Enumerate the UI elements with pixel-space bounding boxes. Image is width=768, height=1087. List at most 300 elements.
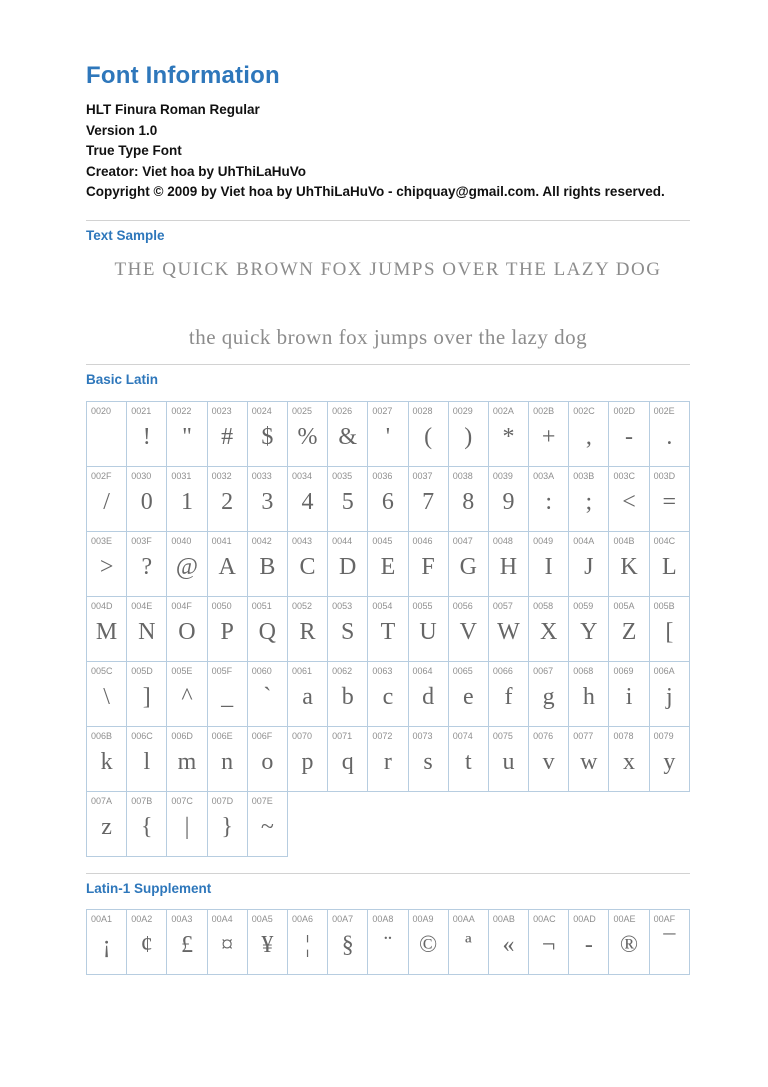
glyph-char: m: [177, 748, 197, 775]
glyph-char: $: [261, 423, 274, 450]
glyph-code-label: 006B: [91, 730, 113, 741]
glyph-char: ¨: [383, 931, 392, 958]
glyph-char: |: [184, 813, 190, 840]
glyph-code-label: 00AD: [573, 913, 596, 924]
glyph-code-label: 002C: [573, 405, 595, 416]
glyph-cell-0062: [328, 661, 368, 726]
glyph-cell-0023: [207, 401, 247, 466]
glyph-code-label: 0031: [171, 470, 192, 481]
glyph-cell-00AE: [609, 909, 649, 974]
glyph-code-label: 00AB: [492, 913, 515, 924]
glyph-char: ^: [181, 683, 193, 710]
glyph-cell-003E: [87, 531, 127, 596]
glyph-char: «: [502, 931, 515, 958]
glyph-char: =: [662, 488, 677, 515]
glyph-cell-0070: [287, 726, 327, 791]
glyph-char: ?: [141, 553, 153, 580]
glyph-code-label: 007D: [211, 795, 234, 806]
glyph-code-label: 0066: [492, 665, 513, 676]
glyph-code-label: 007E: [251, 795, 273, 806]
glyph-char: :: [545, 488, 552, 515]
glyph-cell-002B: [529, 401, 569, 466]
glyph-code-label: 006A: [653, 665, 675, 676]
glyph-cell-004A: [569, 531, 609, 596]
glyph-char: M: [95, 618, 118, 645]
glyph-cell-00AB: [488, 909, 528, 974]
glyph-code-label: 0043: [291, 535, 312, 546]
glyph-char: ¢: [140, 931, 153, 958]
glyph-cell-0028: [408, 401, 448, 466]
glyph-code-label: 004B: [613, 535, 635, 546]
glyph-cell-0065: [448, 661, 488, 726]
glyph-cell-002E: [649, 401, 689, 466]
glyph-char: 6: [381, 488, 394, 515]
glyph-code-label: 0021: [131, 405, 152, 416]
glyph-cell-00AF: [649, 909, 689, 974]
glyph-char: [87, 416, 126, 458]
glyph-char: d: [422, 683, 435, 710]
glyph-code-label: 0049: [533, 535, 554, 546]
glyph-char: H: [499, 553, 518, 580]
glyph-cell-00A6: [287, 909, 327, 974]
glyph-code-label: 0065: [452, 665, 473, 676]
glyph-cell-0025: [287, 401, 327, 466]
glyph-cell-0029: [448, 401, 488, 466]
glyph-char: ¦: [305, 931, 310, 958]
glyph-cell-003D: [649, 466, 689, 531]
glyph-code-label: 0056: [452, 600, 473, 611]
glyph-cell-002D: [609, 401, 649, 466]
font-type-line: True Type Font: [86, 143, 182, 158]
glyph-char: T: [380, 618, 396, 645]
glyph-cell-empty: [328, 791, 368, 856]
glyph-char: 1: [180, 488, 193, 515]
glyph-code-label: 0030: [131, 470, 152, 481]
glyph-char: K: [620, 553, 638, 580]
glyph-char: J: [584, 553, 594, 580]
glyph-code-label: 006D: [171, 730, 193, 741]
glyph-code-label: 0022: [171, 405, 192, 416]
glyph-cell-007B: [127, 791, 167, 856]
glyph-char: ¯: [663, 931, 676, 958]
glyph-cell-002F: [87, 466, 127, 531]
glyph-char: v: [542, 748, 555, 775]
glyph-char: @: [175, 553, 199, 580]
glyph-char: ©: [418, 931, 438, 958]
glyph-char: f: [504, 683, 513, 710]
glyph-char: P: [220, 618, 234, 645]
glyph-char: /: [103, 488, 110, 515]
glyph-char: X: [539, 618, 558, 645]
glyph-code-label: 0040: [171, 535, 192, 546]
glyph-cell-0061: [287, 661, 327, 726]
glyph-char: s: [423, 748, 433, 775]
copyright-line: Copyright © 2009 by Viet hoa by UhThiLaHuVo - chipquay@gmail.com. All rights reserved.: [86, 184, 665, 199]
glyph-code-label: 006F: [251, 730, 273, 741]
glyph-code-label: 005F: [211, 665, 233, 676]
glyph-char: Y: [580, 618, 598, 645]
glyph-cell-007E: [247, 791, 287, 856]
glyph-code-label: 0069: [613, 665, 634, 676]
glyph-char: g: [542, 683, 555, 710]
glyph-cell-00A8: [368, 909, 408, 974]
glyph-cell-0060: [247, 661, 287, 726]
glyph-cell-004C: [649, 531, 689, 596]
glyph-char: z: [101, 813, 112, 840]
glyph-cell-0045: [368, 531, 408, 596]
glyph-code-label: 004D: [91, 600, 113, 611]
glyph-char: ª: [464, 931, 472, 958]
glyph-code-label: 0034: [291, 470, 312, 481]
glyph-cell-0051: [247, 596, 287, 661]
glyph-char: p: [301, 748, 314, 775]
glyph-code-label: 00A7: [332, 913, 354, 924]
glyph-code-label: 0036: [372, 470, 393, 481]
glyph-cell-0038: [448, 466, 488, 531]
glyph-code-label: 007A: [91, 795, 113, 806]
glyph-cell-0041: [207, 531, 247, 596]
glyph-cell-005A: [609, 596, 649, 661]
glyph-cell-empty: [649, 791, 689, 856]
glyph-code-label: 005D: [131, 665, 153, 676]
glyph-char: >: [99, 553, 114, 580]
glyph-code-label: 0035: [332, 470, 353, 481]
glyph-cell-0079: [649, 726, 689, 791]
glyph-char: ": [182, 423, 192, 450]
glyph-cell-00AD: [569, 909, 609, 974]
glyph-char: {: [141, 813, 153, 840]
glyph-table-row: [87, 466, 690, 531]
glyph-code-label: 0023: [211, 405, 232, 416]
glyph-cell-0044: [328, 531, 368, 596]
glyph-cell-003C: [609, 466, 649, 531]
glyph-char: V: [459, 618, 477, 645]
glyph-cell-0037: [408, 466, 448, 531]
glyph-cell-0020: [87, 401, 127, 466]
glyph-code-label: 0068: [573, 665, 594, 676]
glyph-code-label: 0041: [211, 535, 232, 546]
glyph-code-label: 0062: [332, 665, 353, 676]
glyph-char: x: [623, 748, 636, 775]
glyph-code-label: 00A5: [251, 913, 273, 924]
glyph-cell-0036: [368, 466, 408, 531]
glyph-code-label: 0057: [492, 600, 513, 611]
glyph-cell-0078: [609, 726, 649, 791]
glyph-cell-005F: [207, 661, 247, 726]
glyph-char: U: [419, 618, 437, 645]
glyph-char: 9: [502, 488, 515, 515]
glyph-cell-0063: [368, 661, 408, 726]
glyph-code-label: 0058: [533, 600, 554, 611]
glyph-cell-0056: [448, 596, 488, 661]
glyph-code-label: 0025: [291, 405, 312, 416]
glyph-cell-empty: [529, 791, 569, 856]
glyph-cell-0069: [609, 661, 649, 726]
glyph-table: [86, 401, 690, 857]
glyph-char: ]: [142, 683, 151, 710]
glyph-code-label: 0067: [533, 665, 554, 676]
glyph-cell-002A: [488, 401, 528, 466]
glyph-code-label: 0061: [291, 665, 312, 676]
glyph-cell-004E: [127, 596, 167, 661]
glyph-code-label: 00A2: [131, 913, 153, 924]
glyph-cell-0050: [207, 596, 247, 661]
glyph-char: a: [302, 683, 313, 710]
glyph-cell-00A4: [207, 909, 247, 974]
glyph-cell-006A: [649, 661, 689, 726]
glyph-code-label: 007C: [171, 795, 193, 806]
glyph-char: G: [459, 553, 477, 580]
glyph-char: ': [385, 423, 391, 450]
glyph-char: h: [582, 683, 595, 710]
glyph-cell-0059: [569, 596, 609, 661]
glyph-code-label: 002A: [492, 405, 514, 416]
glyph-code-label: 0029: [452, 405, 473, 416]
glyph-code-label: 00AF: [653, 913, 676, 924]
glyph-code-label: 0070: [291, 730, 312, 741]
glyph-code-label: 004C: [653, 535, 676, 546]
glyph-cell-0075: [488, 726, 528, 791]
glyph-cell-0030: [127, 466, 167, 531]
glyph-code-label: 0064: [412, 665, 433, 676]
sample-text-uppercase: THE QUICK BROWN FOX JUMPS OVER THE LAZY DOG: [114, 258, 662, 280]
glyph-code-label: 0033: [251, 470, 272, 481]
glyph-cell-0066: [488, 661, 528, 726]
glyph-cell-007A: [87, 791, 127, 856]
glyph-char: 2: [221, 488, 234, 515]
glyph-cell-003B: [569, 466, 609, 531]
glyph-cell-empty: [488, 791, 528, 856]
section-heading-latin1-supplement: Latin-1 Supplement: [86, 880, 212, 896]
glyph-char: ¬: [541, 931, 556, 958]
glyph-cell-006F: [247, 726, 287, 791]
glyph-code-label: 0071: [332, 730, 353, 741]
glyph-table-row: [87, 596, 690, 661]
glyph-cell-007D: [207, 791, 247, 856]
glyph-cell-0042: [247, 531, 287, 596]
glyph-code-label: 00A8: [372, 913, 394, 924]
glyph-char: S: [341, 618, 355, 645]
glyph-cell-0055: [408, 596, 448, 661]
glyph-char: ,: [585, 423, 592, 450]
font-name-line: HLT Finura Roman Regular: [86, 102, 260, 117]
glyph-char: 4: [301, 488, 314, 515]
glyph-char: F: [421, 553, 435, 580]
page-title: Font Information: [86, 62, 280, 89]
glyph-cell-0022: [167, 401, 207, 466]
sample-text-lowercase: the quick brown fox jumps over the lazy dog: [188, 324, 588, 349]
glyph-char: N: [138, 618, 156, 645]
glyph-code-label: 0077: [573, 730, 594, 741]
glyph-char: ): [464, 423, 473, 450]
glyph-char: (: [424, 423, 433, 450]
glyph-cell-0024: [247, 401, 287, 466]
charmap-basic-latin: [86, 401, 690, 857]
section-divider: [86, 220, 690, 221]
glyph-char: #: [221, 423, 234, 450]
glyph-cell-003F: [127, 531, 167, 596]
glyph-char: u: [502, 748, 515, 775]
glyph-char: i: [625, 683, 633, 710]
glyph-cell-005D: [127, 661, 167, 726]
glyph-cell-0049: [529, 531, 569, 596]
glyph-code-label: 004E: [131, 600, 153, 611]
glyph-char: l: [143, 748, 151, 775]
glyph-cell-0067: [529, 661, 569, 726]
glyph-cell-0076: [529, 726, 569, 791]
glyph-code-label: 0052: [291, 600, 312, 611]
glyph-code-label: 00A3: [171, 913, 193, 924]
section-divider: [86, 873, 690, 874]
glyph-code-label: 005C: [91, 665, 113, 676]
glyph-code-label: 0038: [452, 470, 473, 481]
glyph-cell-006E: [207, 726, 247, 791]
glyph-cell-0064: [408, 661, 448, 726]
glyph-code-label: 003C: [613, 470, 635, 481]
glyph-code-label: 00A4: [211, 913, 233, 924]
glyph-cell-0054: [368, 596, 408, 661]
glyph-cell-0033: [247, 466, 287, 531]
glyph-char: }: [221, 813, 233, 840]
glyph-code-label: 0054: [372, 600, 393, 611]
glyph-char: B: [259, 553, 276, 580]
glyph-code-label: 0039: [492, 470, 513, 481]
glyph-code-label: 00AA: [452, 913, 475, 924]
glyph-code-label: 00AC: [533, 913, 556, 924]
glyph-code-label: 007B: [131, 795, 153, 806]
glyph-cell-00AC: [529, 909, 569, 974]
glyph-cell-003A: [529, 466, 569, 531]
glyph-char: 3: [261, 488, 274, 515]
glyph-char: ¥: [261, 931, 274, 958]
glyph-cell-empty: [408, 791, 448, 856]
glyph-code-label: 005B: [653, 600, 675, 611]
glyph-cell-0032: [207, 466, 247, 531]
glyph-cell-0039: [488, 466, 528, 531]
glyph-cell-002C: [569, 401, 609, 466]
glyph-char: ¤: [221, 931, 234, 958]
glyph-char: R: [299, 618, 316, 645]
glyph-code-label: 00A9: [412, 913, 434, 924]
glyph-code-label: 00A6: [291, 913, 313, 924]
glyph-code-label: 00AE: [613, 913, 636, 924]
glyph-cell-00AA: [448, 909, 488, 974]
glyph-char: ®: [619, 931, 639, 958]
glyph-char: -: [625, 423, 634, 450]
glyph-code-label: 0059: [573, 600, 594, 611]
glyph-cell-00A1: [87, 909, 127, 974]
font-info-block: [86, 100, 690, 203]
glyph-char: ~: [260, 813, 274, 840]
glyph-char: `: [263, 683, 272, 710]
glyph-char: §: [341, 931, 354, 958]
glyph-char: Q: [258, 618, 277, 645]
glyph-char: w: [580, 748, 598, 775]
glyph-code-label: 006E: [211, 730, 233, 741]
glyph-cell-0077: [569, 726, 609, 791]
glyph-code-label: 00A1: [91, 913, 113, 924]
glyph-char: e: [462, 683, 474, 710]
glyph-code-label: 0046: [412, 535, 433, 546]
glyph-code-label: 0024: [251, 405, 272, 416]
glyph-code-label: 0045: [372, 535, 393, 546]
glyph-char: !: [142, 423, 151, 450]
glyph-cell-0047: [448, 531, 488, 596]
creator-line: Creator: Viet hoa by UhThiLaHuVo: [86, 163, 307, 179]
glyph-code-label: 0028: [412, 405, 433, 416]
glyph-cell-00A9: [408, 909, 448, 974]
glyph-table-row: [87, 401, 690, 466]
glyph-cell-0031: [167, 466, 207, 531]
glyph-cell-006B: [87, 726, 127, 791]
glyph-cell-empty: [287, 791, 327, 856]
glyph-char: I: [544, 553, 553, 580]
glyph-cell-006C: [127, 726, 167, 791]
glyph-code-label: 0055: [412, 600, 433, 611]
glyph-char: £: [180, 931, 193, 958]
glyph-cell-empty: [609, 791, 649, 856]
glyph-char: L: [661, 553, 677, 580]
glyph-cell-0052: [287, 596, 327, 661]
glyph-code-label: 0044: [332, 535, 353, 546]
glyph-char: O: [178, 618, 196, 645]
glyph-char: <: [622, 488, 636, 515]
glyph-char: 7: [422, 488, 435, 515]
glyph-char: c: [382, 683, 394, 710]
glyph-cell-0021: [127, 401, 167, 466]
glyph-code-label: 002D: [613, 405, 635, 416]
glyph-table: [86, 909, 690, 975]
glyph-char: E: [380, 553, 396, 580]
glyph-char: n: [221, 748, 234, 775]
glyph-char: y: [663, 748, 676, 775]
glyph-code-label: 005A: [613, 600, 635, 611]
version-line: Version 1.0: [86, 122, 158, 138]
glyph-cell-0035: [328, 466, 368, 531]
glyph-char: -: [584, 931, 593, 958]
glyph-char: j: [665, 683, 673, 710]
glyph-code-label: 003D: [653, 470, 676, 481]
glyph-code-label: 002E: [653, 405, 675, 416]
glyph-char: _: [221, 683, 234, 710]
glyph-table-row: [87, 726, 690, 791]
glyph-code-label: 003B: [573, 470, 595, 481]
glyph-cell-00A3: [167, 909, 207, 974]
glyph-code-label: 0072: [372, 730, 393, 741]
glyph-code-label: 0076: [533, 730, 554, 741]
glyph-cell-0068: [569, 661, 609, 726]
glyph-code-label: 002F: [91, 470, 112, 481]
glyph-char: A: [218, 553, 236, 580]
glyph-cell-00A5: [247, 909, 287, 974]
charmap-latin1-supplement: [86, 909, 690, 975]
section-divider: [86, 364, 690, 365]
glyph-cell-005B: [649, 596, 689, 661]
glyph-cell-006D: [167, 726, 207, 791]
section-heading-basic-latin: Basic Latin: [86, 371, 159, 387]
glyph-code-label: 0075: [492, 730, 513, 741]
glyph-code-label: 003F: [131, 535, 152, 546]
glyph-char: o: [261, 748, 274, 775]
glyph-cell-empty: [448, 791, 488, 856]
glyph-cell-005E: [167, 661, 207, 726]
glyph-char: D: [339, 553, 357, 580]
glyph-char: Z: [621, 618, 637, 645]
glyph-cell-0048: [488, 531, 528, 596]
glyph-cell-00A7: [328, 909, 368, 974]
glyph-char: %: [297, 423, 318, 450]
glyph-cell-0058: [529, 596, 569, 661]
